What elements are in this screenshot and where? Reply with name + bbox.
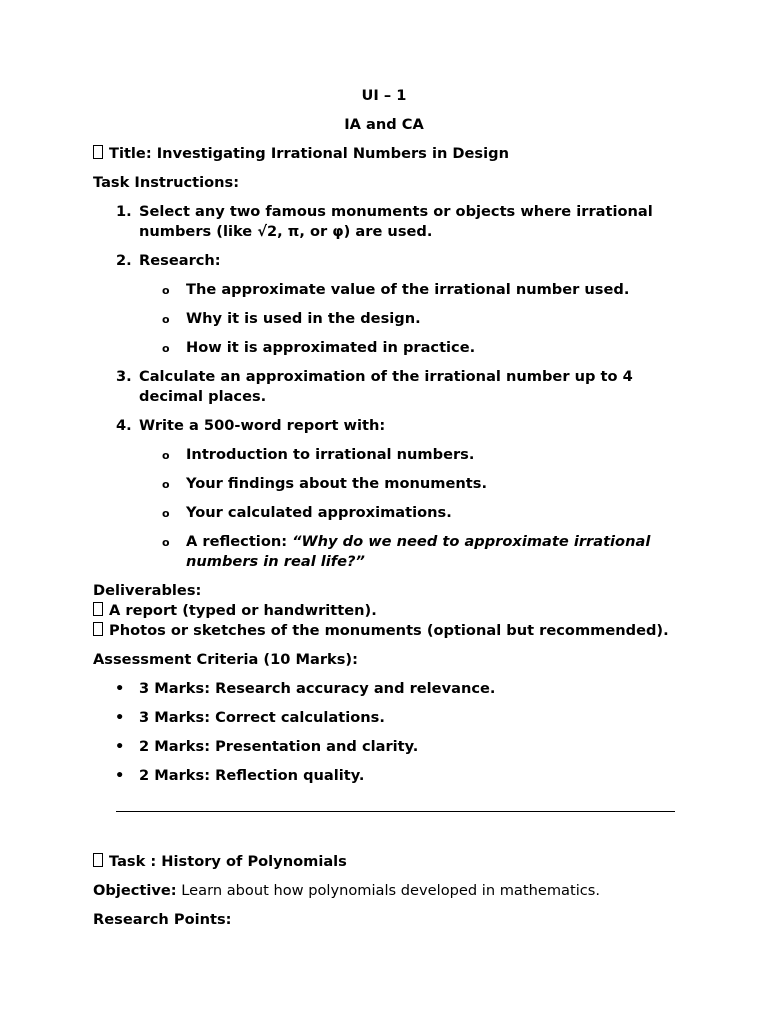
- assessment-heading: IA and CA: [344, 116, 424, 133]
- step-4: 4. Write a 500-word report with: o Introduction to irrational numbers. o Your findings about the monuments. o Your calculated approximations. o A reflection: “Why do we need to approximate irrational numbers in real life?”: [93, 416, 675, 572]
- task-instructions-label: Task Instructions:: [93, 174, 240, 191]
- unit-heading: UI – 1: [361, 87, 407, 104]
- deliverables-label: Deliverables:: [93, 582, 202, 599]
- criteria-list: [93, 679, 675, 786]
- circle-bullet-icon: o: [162, 342, 170, 355]
- research-points-label: Research Points:: [93, 911, 232, 928]
- circle-bullet-icon: o: [162, 313, 170, 326]
- task-sheet: [93, 86, 675, 795]
- task2-section: [93, 852, 675, 939]
- bullet-icon: •: [115, 709, 125, 726]
- circle-bullet-icon: o: [162, 507, 170, 520]
- objective-line: Objective: Learn about how polynomials developed in mathematics.: [93, 882, 601, 899]
- list-item: o Your findings about the monuments.: [139, 474, 675, 494]
- circle-bullet-icon: o: [162, 478, 170, 491]
- deliverables-block: [93, 581, 675, 641]
- reflection-item: o A reflection: “Why do we need to approximate irrational numbers in real life?”: [162, 533, 651, 570]
- list-item: o Introduction to irrational numbers.: [139, 445, 675, 465]
- section-divider: [116, 811, 675, 812]
- task2-title: Task : History of Polynomials: [93, 852, 675, 872]
- list-item: o The approximate value of the irrational number used.: [139, 280, 675, 300]
- list-item: • 3 Marks: Correct calculations.: [115, 709, 385, 726]
- deliverable-item: A report (typed or handwritten).: [93, 601, 675, 621]
- list-item: • 3 Marks: Research accuracy and relevance.: [115, 680, 496, 697]
- bullet-icon: •: [115, 680, 125, 697]
- circle-bullet-icon: o: [162, 284, 170, 297]
- missing-glyph-icon: [93, 853, 103, 867]
- task1-title: Title: Investigating Irrational Numbers in Design: [93, 144, 675, 164]
- bullet-icon: •: [115, 767, 125, 784]
- list-item: o How it is approximated in practice.: [139, 338, 675, 358]
- list-item: • 2 Marks: Presentation and clarity.: [115, 738, 419, 755]
- step-1: 1. Select any two famous monuments or objects where irrational numbers (like √2, π, or φ) are used.: [116, 203, 653, 240]
- step-2: 2. Research: o The approximate value of the irrational number used. o Why it is used in the design. o How it is approximated in practice.: [93, 251, 675, 358]
- criteria-label: Assessment Criteria (10 Marks):: [93, 651, 358, 668]
- deliverable-item: Photos or sketches of the monuments (optional but recommended).: [93, 621, 675, 641]
- step-3: 3. Calculate an approximation of the irrational number up to 4 decimal places.: [116, 368, 633, 405]
- instruction-steps: [93, 202, 675, 572]
- list-item: o Why it is used in the design.: [139, 309, 675, 329]
- missing-glyph-icon: [93, 602, 103, 616]
- research-list: [139, 280, 675, 358]
- circle-bullet-icon: o: [162, 536, 170, 549]
- missing-glyph-icon: [93, 622, 103, 636]
- missing-glyph-icon: [93, 145, 103, 159]
- circle-bullet-icon: o: [162, 449, 170, 462]
- list-item: o Your calculated approximations.: [139, 503, 675, 523]
- bullet-icon: •: [115, 738, 125, 755]
- report-list: [139, 445, 675, 572]
- list-item: • 2 Marks: Reflection quality.: [115, 767, 365, 784]
